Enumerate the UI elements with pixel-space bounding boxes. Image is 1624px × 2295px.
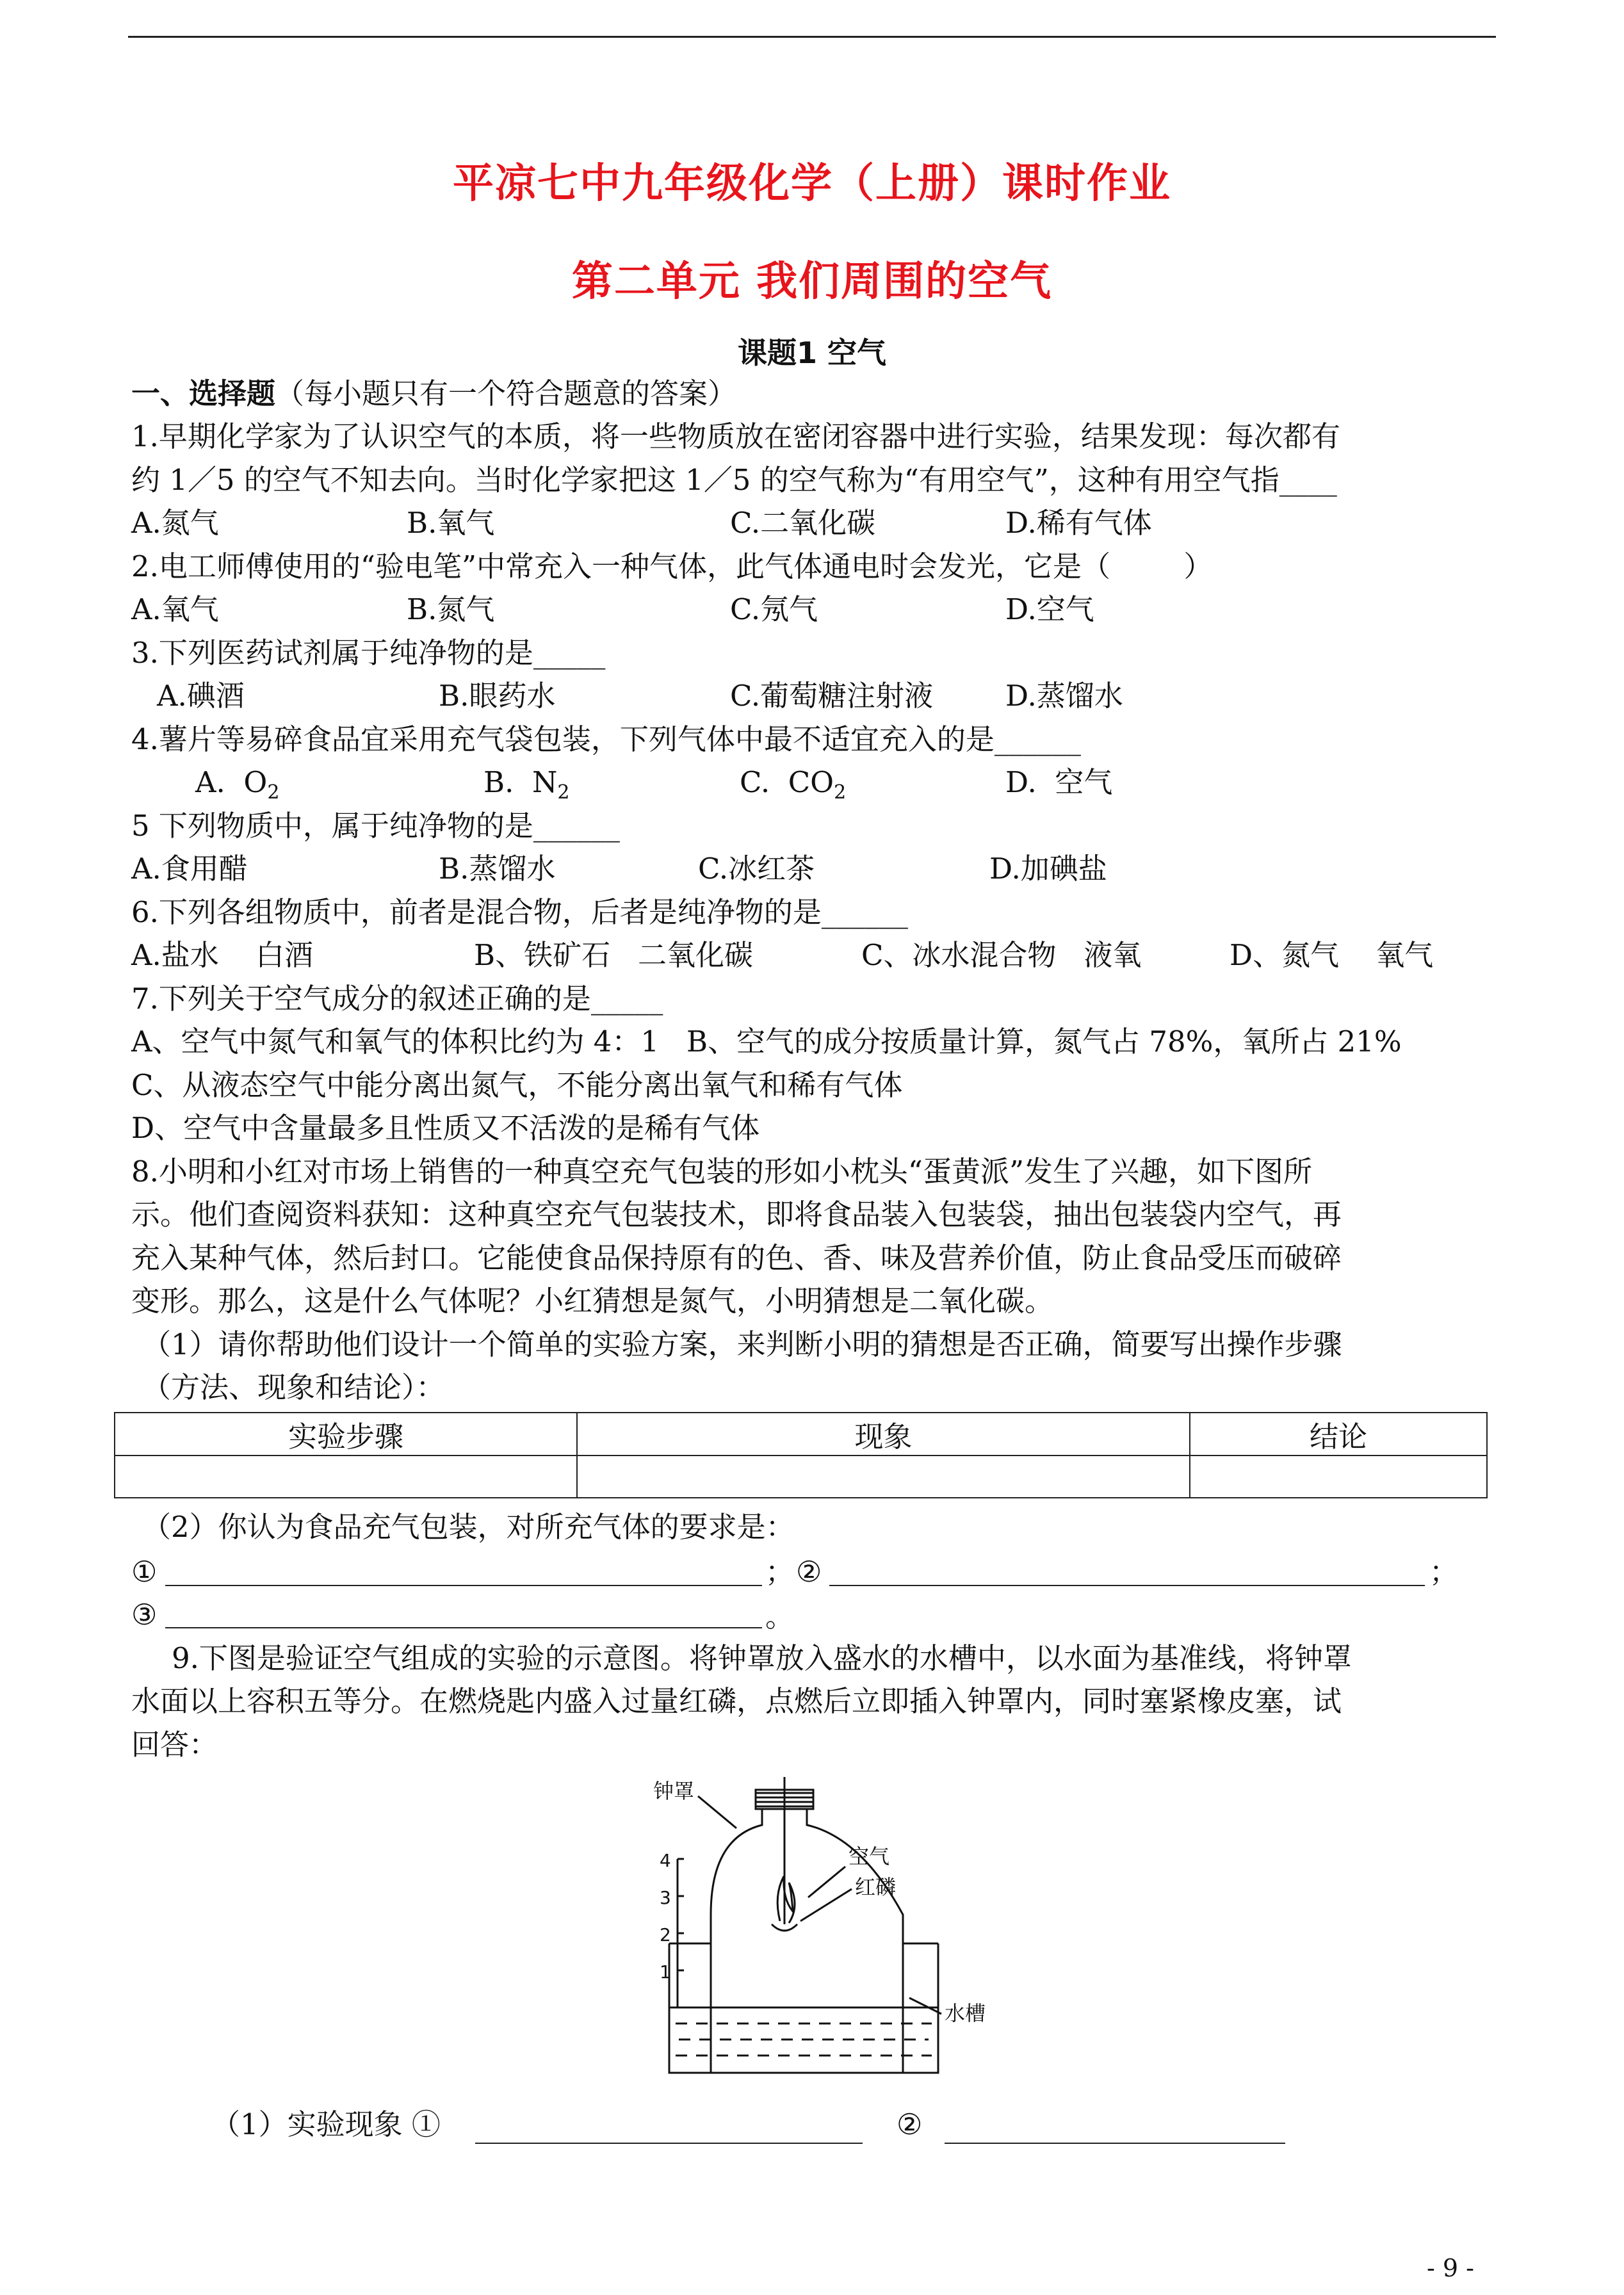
answer-label-3: ③ — [131, 1598, 158, 1632]
table-cell-steps[interactable] — [115, 1456, 577, 1498]
q9-stem-line1: 9.下图是验证空气组成的实验的示意图。将钟罩放入盛水的水槽中，以水面为基准线，将钟罩 — [172, 1641, 1352, 1675]
answer-blank-2[interactable] — [829, 1585, 1425, 1586]
table-cell-phenomenon[interactable] — [577, 1456, 1190, 1498]
q1-options — [131, 504, 1540, 542]
bell-jar-diagram — [640, 1777, 999, 2084]
q9-stem-line2: 水面以上容积五等分。在燃烧匙内盛入过量红磷，点燃后立即插入钟罩内，同时塞紧橡皮塞，试 — [131, 1684, 1342, 1718]
table-header-phenomenon: 现象 — [577, 1413, 1190, 1456]
experiment-table — [114, 1412, 1488, 1498]
q1-stem-line1: 1.早期化学家为了认识空气的本质，将一些物质放在密闭容器中进行实验，结果发现：每次都有 — [131, 419, 1340, 453]
q7-option-ab: A、空气中氮气和氧气的体积比约为 4：1 B、空气的成分按质量计算，氮气占 78%，氧所占 21% — [131, 1025, 1402, 1058]
q4-option-d: D. 空气 — [1005, 765, 1113, 799]
q6-option-d: D、氮气 氧气 — [1230, 938, 1434, 972]
q2-options — [131, 590, 1540, 629]
table-header-steps: 实验步骤 — [115, 1413, 577, 1456]
q8-part2: （2）你认为食品充气包装，对所充气体的要求是： — [142, 1510, 795, 1544]
q7-option-d: D、空气中含量最多且性质又不活泼的是稀有气体 — [131, 1111, 760, 1145]
scale-mark-2: 2 — [660, 1924, 671, 1945]
worksheet-title: 平凉七中九年级化学（上册）课时作业 — [453, 160, 1171, 207]
q3-stem: 3.下列医药试剂属于纯净物的是_____ — [131, 636, 606, 670]
q9-part1-label: （1）实验现象 ① — [211, 2107, 441, 2141]
q2-option-d: D.空气 — [1005, 592, 1094, 626]
table-header-row — [115, 1413, 1487, 1456]
page-number: - 9 - — [1427, 2254, 1475, 2282]
q5-option-d: D.加碘盐 — [989, 852, 1107, 886]
q4-options — [131, 763, 1540, 802]
table-header-conclusion: 结论 — [1190, 1413, 1487, 1456]
q2-option-b: B.氮气 — [407, 592, 495, 626]
q8-part1-line2: （方法、现象和结论）： — [142, 1370, 445, 1404]
label-red-phosphorus: 红磷 — [855, 1875, 897, 1899]
q9-part1-label-2: ② — [897, 2107, 923, 2141]
q5-options — [131, 850, 1540, 888]
answer-label-1: ① — [131, 1555, 158, 1589]
q1-stem-line2: 约 1／5 的空气不知去向。当时化学家把这 1／5 的空气称为“有用空气”，这种有用空气指____ — [131, 463, 1337, 497]
q5-option-b: B.蒸馏水 — [439, 852, 556, 886]
q4-option-a: A. $O_2$ — [195, 765, 280, 804]
q5-option-c: C.冰红茶 — [698, 852, 815, 886]
section-note: （每小题只有一个符合题意的答案） — [275, 377, 737, 410]
q9-stem-line3: 回答： — [131, 1728, 218, 1762]
answer-semicolon-1: ； — [765, 1555, 795, 1589]
q3-option-d: D.蒸馏水 — [1005, 679, 1123, 713]
answer-label-2: ② — [796, 1555, 822, 1589]
q8-stem-line3: 充入某种气体，然后封口。它能使食品保持原有的色、香、味及营养价值，防止食品受压而破碎 — [131, 1241, 1342, 1275]
q2-stem: 2.电工师傅使用的“验电笔”中常充入一种气体，此气体通电时会发光，它是（ ） — [131, 549, 1213, 583]
scale-mark-4: 4 — [660, 1850, 671, 1871]
answer-semicolon-2: ； — [1429, 1555, 1459, 1589]
q4-option-b: B. $N_2$ — [483, 765, 570, 804]
scale-mark-1: 1 — [660, 1961, 671, 1983]
q1-option-b: B.氧气 — [407, 506, 495, 540]
label-bell-jar: 钟罩 — [653, 1779, 695, 1803]
q4-option-c: C. $CO_2$ — [740, 765, 847, 804]
q1-option-a: A.氮气 — [131, 506, 219, 540]
q7-option-c: C、从液态空气中能分离出氮气，不能分离出氧气和稀有气体 — [131, 1068, 903, 1102]
q8-stem-line1: 8.小明和小红对市场上销售的一种真空充气包装的形如小枕头“蛋黄派”发生了兴趣，如下图所 — [131, 1155, 1312, 1188]
answer-blank-3[interactable] — [165, 1627, 762, 1628]
q9-blank-1[interactable] — [475, 2143, 863, 2144]
q2-option-c: C.氖气 — [730, 592, 818, 626]
q6-option-a: A.盐水 白酒 — [131, 938, 314, 972]
q6-option-b: B、铁矿石 二氧化碳 — [474, 938, 753, 972]
table-cell-conclusion[interactable] — [1190, 1456, 1487, 1498]
unit-title: 第二单元 我们周围的空气 — [571, 258, 1053, 305]
q3-option-a: A.碘酒 — [157, 679, 245, 713]
section-label: 一、选择题 — [131, 377, 276, 410]
q7-stem: 7.下列关于空气成分的叙述正确的是_____ — [131, 982, 663, 1016]
q6-options — [131, 936, 1540, 975]
q3-option-b: B.眼药水 — [439, 679, 556, 713]
section-heading — [131, 375, 736, 413]
q1-option-c: C.二氧化碳 — [730, 506, 876, 540]
q8-part1-line1: （1）请你帮助他们设计一个简单的实验方案，来判断小明的猜想是否正确，简要写出操作步骤 — [142, 1327, 1342, 1361]
lesson-title: 课题1 空气 — [737, 336, 887, 370]
answer-period: 。 — [765, 1600, 795, 1634]
q4-stem: 4.薯片等易碎食品宜采用充气袋包装，下列气体中最不适宜充入的是______ — [131, 722, 1081, 756]
q8-stem-line2: 示。他们查阅资料获知：这种真空充气包装技术，即将食品装入包装袋，抽出包装袋内空气，再 — [131, 1197, 1342, 1231]
label-air: 空气 — [849, 1844, 890, 1869]
q2-option-a: A.氧气 — [131, 592, 219, 626]
answer-blank-1[interactable] — [165, 1585, 762, 1586]
q5-stem: 5 下列物质中，属于纯净物的是______ — [131, 809, 620, 843]
q6-stem: 6.下列各组物质中，前者是混合物，后者是纯净物的是______ — [131, 895, 908, 929]
table-row — [115, 1456, 1487, 1498]
scale-mark-3: 3 — [660, 1887, 671, 1908]
q3-option-c: C.葡萄糖注射液 — [730, 679, 934, 713]
q5-option-a: A.食用醋 — [131, 852, 248, 886]
label-water-tank: 水槽 — [945, 2001, 986, 2025]
header-rule — [128, 36, 1496, 38]
q3-options — [131, 677, 1540, 715]
q6-option-c: C、冰水混合物 液氧 — [861, 938, 1142, 972]
q1-option-d: D.稀有气体 — [1005, 506, 1152, 540]
q9-blank-2[interactable] — [945, 2143, 1285, 2144]
q8-stem-line4: 变形。那么，这是什么气体呢？小红猜想是氮气，小明猜想是二氧化碳。 — [131, 1284, 1054, 1318]
